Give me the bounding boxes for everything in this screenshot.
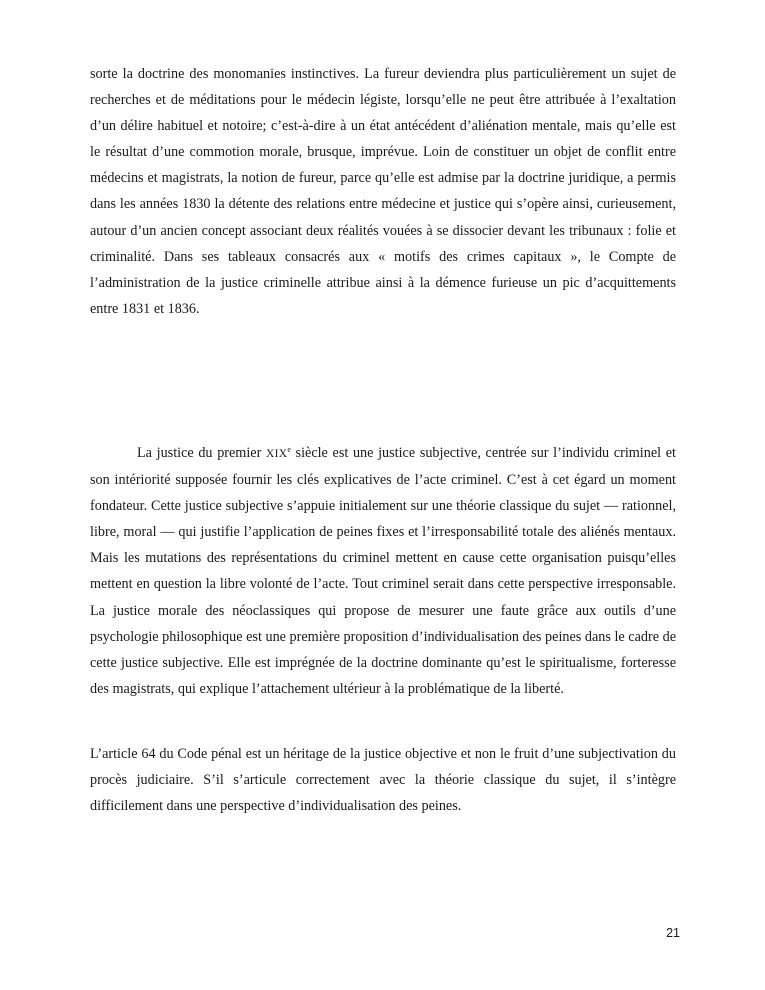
paragraph-1: sorte la doctrine des monomanies instinctives. La fureur deviendra plus particulièrement un sujet de recherches et de méditations pour le médecin légiste, lorsqu’elle ne peut être attribuée à l’exaltation d’un délire habituel et notoire; c’est-à-dire à un état antécédent d’aliénation mentale, mais qu’elle est le résultat d’une commotion morale, brusque, imprévue. Loin de constituer un objet de conflit entre médecins et magistrats, la notion de fureur, parce qu’elle est admise par la doctrine juridique, a permis dans les années 1830 la détente des relations entre médecine et justice qui s’opère ainsi, curieusement, autour d’un ancien concept associant deux réalités vouées à se dissocier devant les tribunaux : folie et criminalité. Dans ses tableaux consacrés aux « motifs des crimes capitaux », le Compte de l’administration de la justice criminelle attribue ainsi à la démence furieuse un pic d’acquittements entre 1831 et 1836.	[90, 66, 676, 317]
century-numeral: XIX	[265, 448, 288, 460]
paragraph-3: L’article 64 du Code pénal est un héritage de la justice objective et non le fruit d’une subjectivation du procès judiciaire. S’il s’articule correctement avec la théorie classique du sujet, il s’intègre difficilement dans une perspective d’individualisation des peines.	[90, 746, 676, 815]
page-number: 21	[666, 926, 680, 940]
century-superscript: e	[287, 445, 291, 454]
paragraph-2-body: siècle est une justice subjective, centrée sur l’individu criminel et son intériorité supposée fournir les clés explicatives de l’acte criminel. C’est à cet égard un moment fondateur. Cette justice subjective s’appuie initialement sur une théorie classique du sujet — rationnel, libre, moral — qui justifie l’application de peines fixes et l’irresponsabilité totale des aliénés mentaux. Mais les mutations des représentations du criminel mettent en cause cette organisation puisqu’elles mettent en question la libre volonté de l’acte. Tout criminel serait dans cette perspective irresponsable. La justice morale des néoclassiques qui propose de mesurer une faute grâce aux outils d’une psychologie philosophique est une première proposition d’individualisation des peines dans le cadre de cette justice subjective. Elle est imprégnée de la doctrine dominante qu’est le spiritualisme, forteresse des magistrats, qui explique l’attachement ultérieur à la problématique de la liberté.	[90, 445, 676, 697]
paragraph-2	[90, 440, 676, 702]
paragraph-2-lead: La justice du premier	[137, 445, 266, 461]
